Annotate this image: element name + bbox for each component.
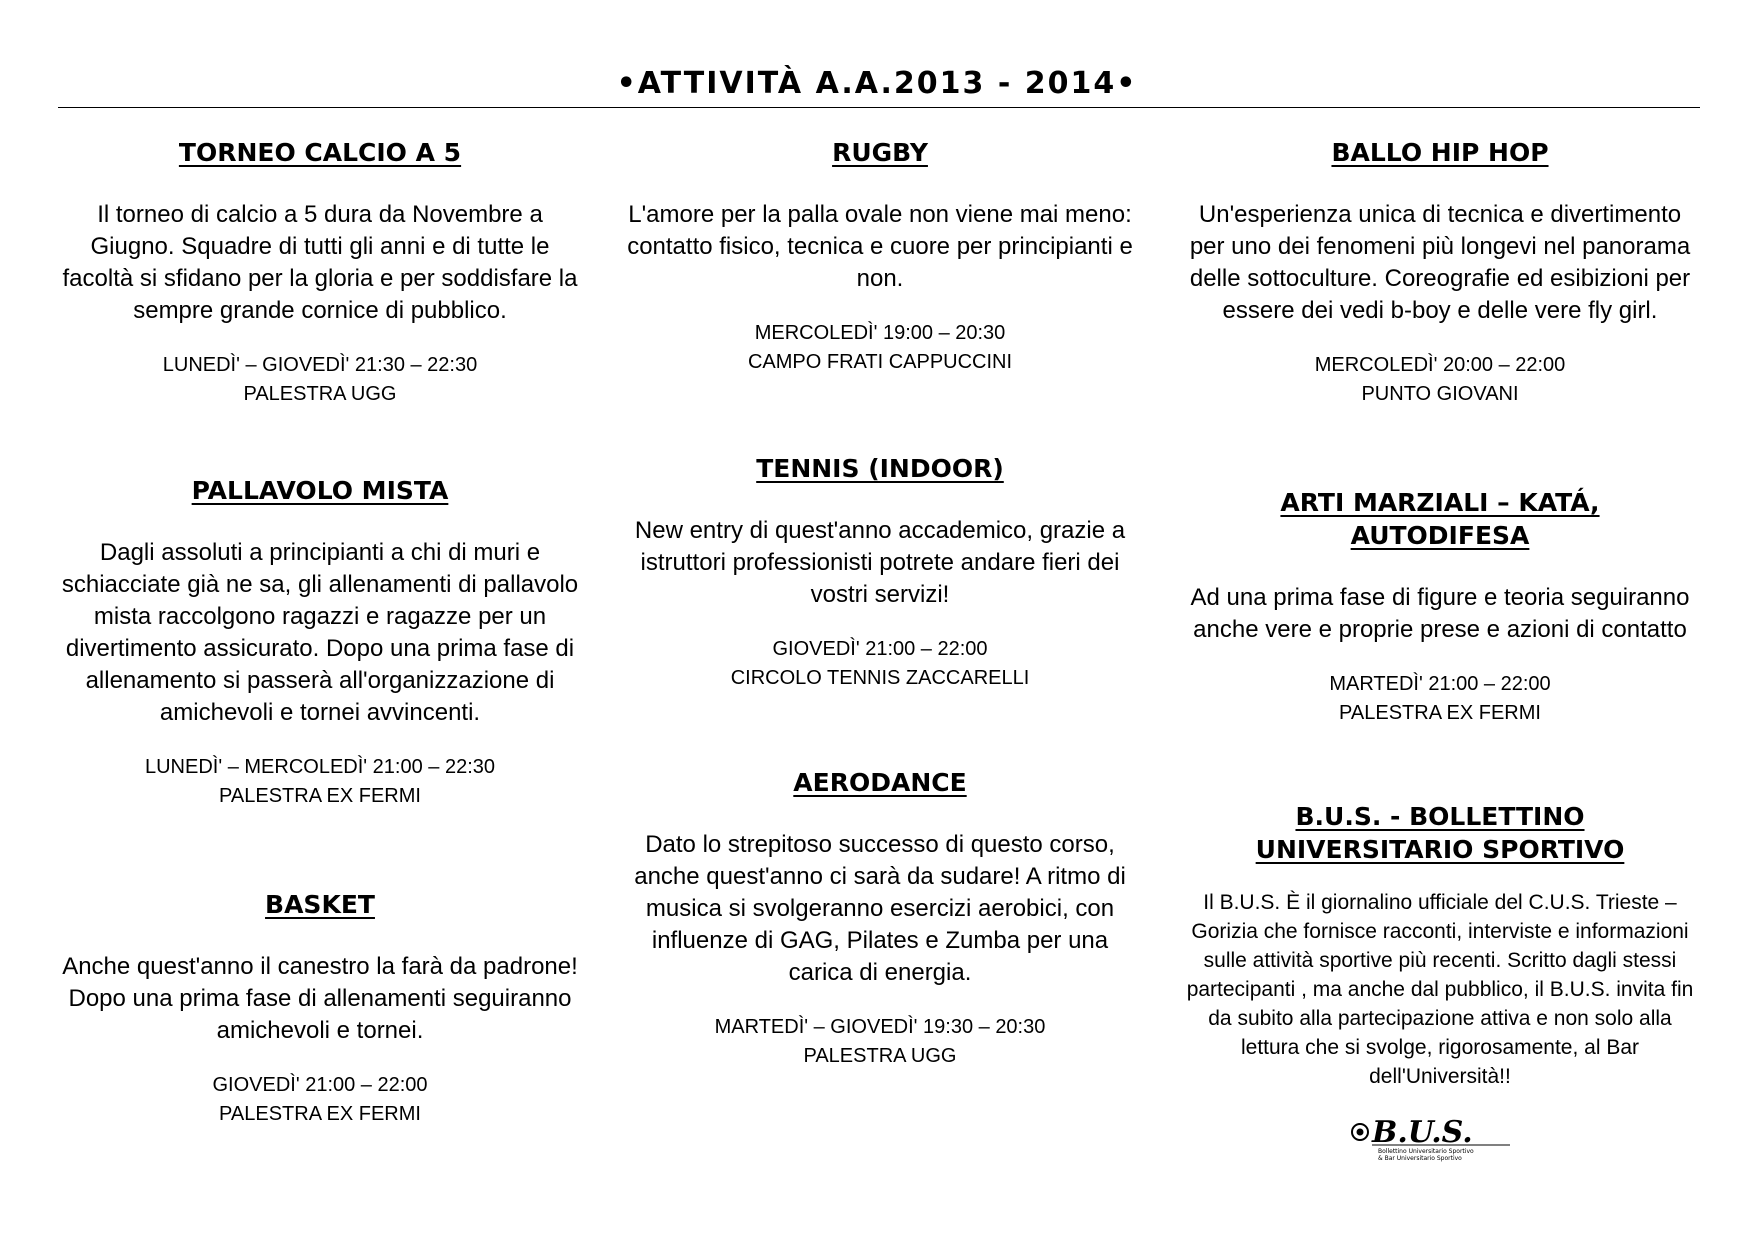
section-schedule: LUNEDÌ' – GIOVEDÌ' 21:30 – 22:30 xyxy=(162,354,478,376)
section-rugby xyxy=(620,136,1140,377)
section-description: Ad una prima fase di figure e teoria seguiranno anche vere e proprie prese e azioni di contatto xyxy=(1190,584,1690,643)
section-description: Anche quest'anno il canestro la farà da padrone! Dopo una prima fase di allenamenti seguiranno amichevoli e tornei. xyxy=(62,953,578,1044)
section-schedule: LUNEDÌ' – MERCOLEDÌ' 21:00 – 22:30 xyxy=(144,756,496,778)
page-title: •ATTIVITÀ A.A.2013 - 2014• xyxy=(616,66,1138,101)
section-description: New entry di quest'anno accademico, grazie a istruttori professionisti potrete andare fieri dei vostri servizi! xyxy=(634,517,1126,608)
section-schedule: MERCOLEDÌ' 19:00 – 20:30 xyxy=(754,322,1006,344)
title-divider xyxy=(58,107,1700,108)
section-aerodance xyxy=(620,766,1140,1071)
section-venue: PALESTRA UGG xyxy=(243,383,397,405)
section-description: Un'esperienza unica di tecnica e divertimento per uno dei fenomeni più longevi nel panorama delle sottoculture. Coreografie ed esibizioni per essere dei vedi b-boy e delle vere fly girl. xyxy=(1189,201,1691,324)
section-description: Dagli assoluti a principianti a chi di muri e schiacciate già ne sa, gli allenamenti di pallavolo mista raccolgono ragazzi e ragazze per un divertimento assicurato. Dopo una prima fase di allenamento si passerà all'organizzazione di amichevoli e tornei avvincenti. xyxy=(61,539,579,726)
section-schedule: MARTEDÌ' – GIOVEDÌ' 19:30 – 20:30 xyxy=(714,1016,1046,1038)
section-description: Il B.U.S. È il giornalino ufficiale del C.U.S. Trieste – Gorizia che fornisce racconti, interviste e informazioni sulle attività sportive più recenti. Scritto dagli stessi partecipanti , ma anche dal pubblico, il B.U.S. invita fin da subito alla partecipazione attiva e non solo alla lettura che si svolge, rigorosamente, al Bar dell'Università!! xyxy=(1186,891,1694,1088)
section-venue: PALESTRA EX FERMI xyxy=(219,785,421,807)
bus-logo-tagline: Bollettino Universitario Sportivo xyxy=(1378,1148,1474,1155)
bus-logo xyxy=(1180,1112,1700,1162)
section-ballo-hip-hop xyxy=(1180,136,1700,409)
section-tennis-indoor xyxy=(620,452,1140,693)
section-bus-bollettino xyxy=(1180,800,1700,1101)
bus-logo-text: B.U.S. xyxy=(1372,1115,1473,1150)
section-heading: RUGBY xyxy=(832,138,928,167)
section-schedule: GIOVEDÌ' 21:00 – 22:00 xyxy=(772,638,988,660)
section-venue: CIRCOLO TENNIS ZACCARELLI xyxy=(730,667,1030,689)
section-basket xyxy=(60,888,580,1129)
section-description: L'amore per la palla ovale non viene mai meno: contatto fisico, tecnica e cuore per principianti e non. xyxy=(627,201,1133,292)
section-schedule: MARTEDÌ' 21:00 – 22:00 xyxy=(1329,673,1551,695)
section-torneo-calcio xyxy=(60,136,580,409)
section-heading: BALLO HIP HOP xyxy=(1331,138,1549,167)
section-schedule: MERCOLEDÌ' 20:00 – 22:00 xyxy=(1314,354,1566,376)
section-heading: BASKET xyxy=(265,890,375,919)
section-heading: TORNEO CALCIO A 5 xyxy=(178,138,462,167)
section-heading: PALLAVOLO MISTA xyxy=(191,476,449,505)
section-venue: PALESTRA EX FERMI xyxy=(219,1103,421,1125)
section-venue: CAMPO FRATI CAPPUCCINI xyxy=(747,351,1013,373)
section-venue: PALESTRA EX FERMI xyxy=(1339,702,1541,724)
section-description: Dato lo strepitoso successo di questo corso, anche quest'anno ci sarà da sudare! A ritmo di musica si svolgeranno esercizi aerobici, con influenze di GAG, Pilates e Zumba per una carica di energia. xyxy=(634,831,1126,986)
bus-logo-graphic xyxy=(1350,1112,1530,1162)
section-schedule: GIOVEDÌ' 21:00 – 22:00 xyxy=(212,1074,428,1096)
section-heading: B.U.S. - BOLLETTINO UNIVERSITARIO SPORTIVO xyxy=(1255,802,1625,864)
section-heading: TENNIS (INDOOR) xyxy=(756,454,1004,483)
section-venue: PALESTRA UGG xyxy=(803,1045,957,1067)
bus-logo-tagline: & Bar Universitario Sportivo xyxy=(1378,1155,1462,1162)
section-heading: ARTI MARZIALI – KATÁ, AUTODIFESA xyxy=(1280,488,1600,550)
section-description: Il torneo di calcio a 5 dura da Novembre a Giugno. Squadre di tutti gli anni e di tutte le facoltà si sfidano per la gloria e per soddisfare la sempre grande cornice di pubblico. xyxy=(62,201,578,324)
section-arti-marziali xyxy=(1180,486,1700,728)
section-heading: AERODANCE xyxy=(793,768,967,797)
section-pallavolo-mista xyxy=(60,474,580,811)
section-venue: PUNTO GIOVANI xyxy=(1361,383,1519,405)
